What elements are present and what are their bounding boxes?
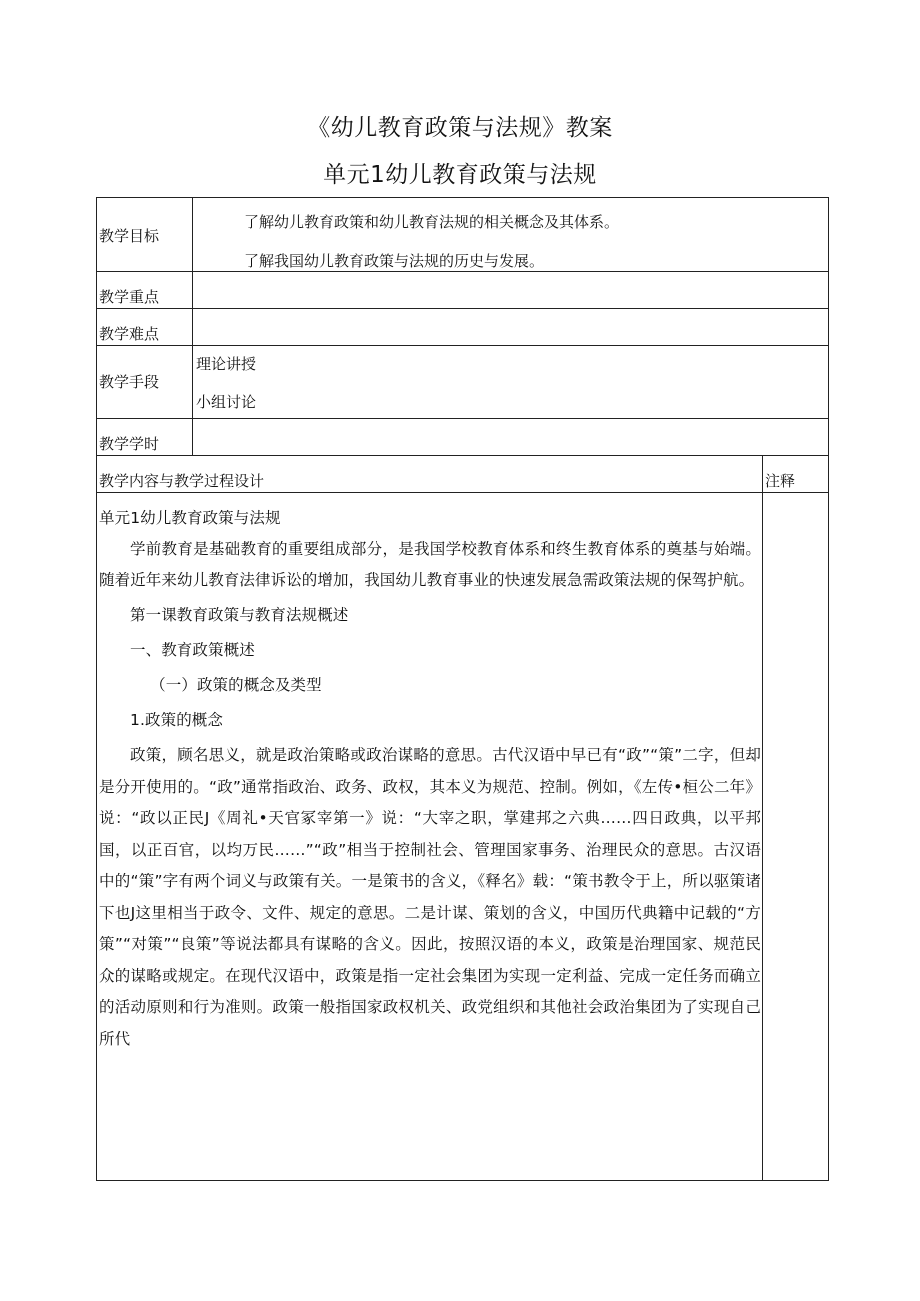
concept-paragraph: 政策，顾名思义，就是政治策略或政治谋略的意思。古代汉语中早已有“政”“策”二字，但却是分开使用的。“政”通常指政治、政务、政权，其本义为规范、控制。例如，《左传•桓公二年》说：“政以正民J《周礼•天官冢宰第一》说：“大宰之职，掌建邦之六典……四日政典，以平邦国，以正百官，以均万民……”“政”相当于控制社会、管理国家事务、治理民众的意思。古汉语中的“策”字有两个词义与政策有关。一是策书的含义，《释名》载：“策书教令于上，所以驱策诸下也J这里相当于政令、文件、规定的意思。二是计谋、策划的含义，中国历代典籍中记载的“方策”“对策”“良策”等说法都具有谋略的含义。因此，按照汉语的本义，政策是治理国家、规范民众的谋略或规定。在现代汉语中，政策是指一定社会集团为实现一定利益、完成一定任务而确立的活动原则和行为准则。政策一般指国家政权机关、政党组织和其他社会政治集团为了实现自己所代: [99, 746, 761, 1048]
unit-heading: 单元1幼儿教育政策与法规: [99, 509, 281, 527]
row-divider: [96, 308, 829, 309]
row-divider: [96, 492, 829, 493]
method-item: 小组讨论: [196, 393, 257, 411]
item-heading: 1.政策的概念: [130, 711, 223, 729]
notes-header: 注释: [765, 472, 796, 490]
lesson-heading: 第一课教育政策与教育法规概述: [130, 606, 349, 624]
table-border-right: [828, 197, 829, 1181]
objective-item: 了解我国幼儿教育政策与法规的历史与发展。: [244, 252, 545, 270]
objectives-label: 教学目标: [99, 227, 160, 245]
row-divider: [96, 455, 829, 456]
methods-label: 教学手段: [99, 373, 160, 391]
method-item: 理论讲授: [196, 355, 257, 373]
hours-label: 教学学时: [99, 435, 160, 453]
row-divider: [96, 418, 829, 419]
table-border-top: [96, 197, 829, 198]
table-border-left: [96, 197, 97, 1181]
objective-item: 了解幼儿教育政策和幼儿教育法规的相关概念及其体系。: [244, 213, 620, 231]
subsection-heading: （一）政策的概念及类型: [150, 676, 322, 694]
section-heading: 一、教育政策概述: [130, 641, 255, 659]
difficulties-label: 教学难点: [99, 325, 160, 343]
row-divider: [96, 345, 829, 346]
row-divider: [96, 271, 829, 272]
document-title: 《幼儿教育政策与法规》教案: [307, 115, 613, 141]
key-points-label: 教学重点: [99, 288, 160, 306]
label-column-divider: [192, 197, 193, 456]
content-header: 教学内容与教学过程设计: [99, 472, 265, 490]
notes-column-divider: [762, 455, 763, 1181]
document-subtitle: 单元1幼儿教育政策与法规: [323, 162, 597, 188]
lesson-content: [99, 503, 761, 1055]
intro-paragraph: 学前教育是基础教育的重要组成部分，是我国学校教育体系和终生教育体系的奠基与始端。随着近年来幼儿教育法律诉讼的增加，我国幼儿教育事业的快速发展急需政策法规的保驾护航。: [99, 540, 761, 589]
table-border-bottom: [96, 1180, 829, 1181]
